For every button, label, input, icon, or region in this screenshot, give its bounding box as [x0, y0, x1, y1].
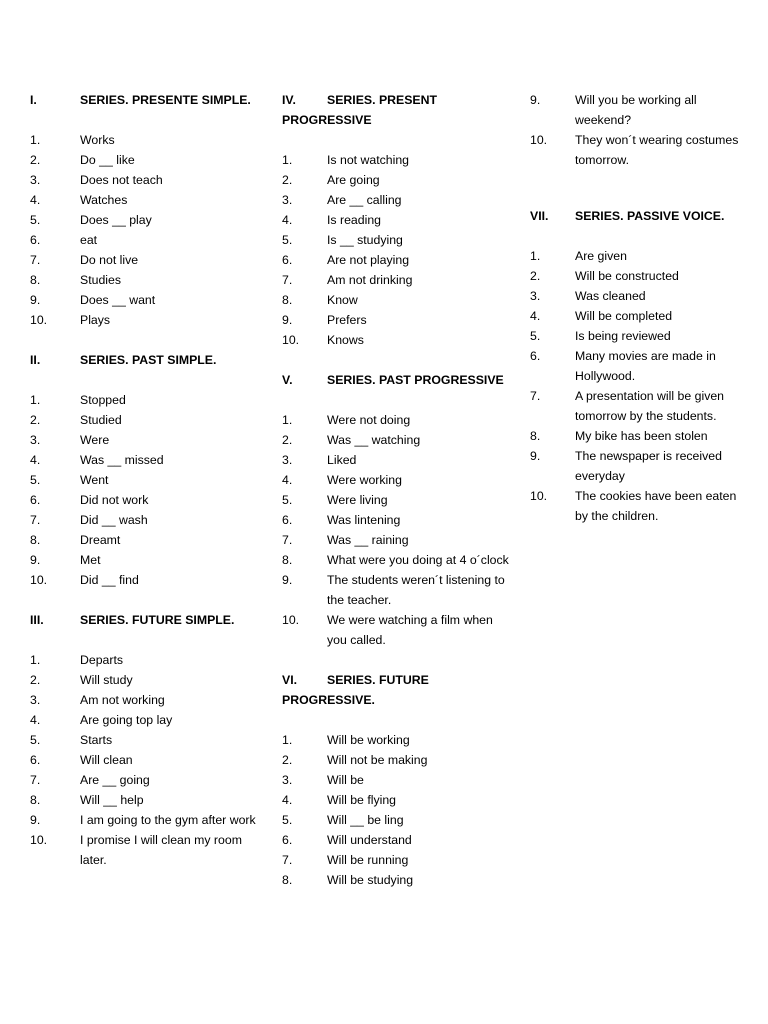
list-item: [30, 450, 265, 470]
list-item: [530, 326, 745, 346]
section-title: SERIES. PASSIVE VOICE.: [575, 209, 725, 223]
item-number: 9.: [282, 573, 293, 587]
item-number: 8.: [530, 429, 541, 443]
item-text: Were working: [327, 473, 402, 487]
item-text: Will __ help: [80, 793, 144, 807]
section-2: [30, 350, 265, 590]
section-number: III.: [30, 613, 44, 627]
list-item: [282, 610, 512, 650]
section-number: V.: [282, 373, 293, 387]
section-number: VII.: [530, 209, 549, 223]
item-text: Departs: [80, 653, 124, 667]
section-number: I.: [30, 93, 37, 107]
item-text: Went: [80, 473, 109, 487]
list-item: [282, 750, 512, 770]
list-item: [282, 430, 512, 450]
item-number: 2.: [530, 269, 541, 283]
column-2: [282, 90, 512, 910]
list-item: [30, 830, 265, 870]
section-heading: [30, 610, 265, 630]
item-text: Will be studying: [327, 873, 414, 887]
item-text: The students weren´t listening to the teacher.: [327, 573, 505, 607]
item-text: Did __ wash: [80, 513, 148, 527]
item-text: The cookies have been eaten by the children.: [575, 489, 737, 523]
item-text: I am going to the gym after work: [80, 813, 256, 827]
item-text: Am not working: [80, 693, 165, 707]
item-number: 2.: [282, 433, 293, 447]
item-number: 4.: [282, 793, 293, 807]
item-text: Are not playing: [327, 253, 410, 267]
item-number: 4.: [30, 453, 41, 467]
section-title: SERIES. FUTURE PROGRESSIVE.: [282, 673, 429, 707]
list-item: [282, 850, 512, 870]
item-text: Do __ like: [80, 153, 135, 167]
item-number: 3.: [530, 289, 541, 303]
list-item: [282, 330, 512, 350]
item-number: 1.: [30, 653, 41, 667]
list-item: [30, 170, 265, 190]
list-item: [30, 570, 265, 590]
item-text: Plays: [80, 313, 111, 327]
list-item: [30, 190, 265, 210]
list-item: [30, 270, 265, 290]
list-item: [282, 210, 512, 230]
item-text: Is __ studying: [327, 233, 403, 247]
item-number: 4.: [530, 309, 541, 323]
item-number: 9.: [530, 93, 541, 107]
item-text: Will be flying: [327, 793, 397, 807]
list-item: [530, 446, 745, 486]
item-number: 10.: [530, 133, 548, 147]
answer-list: [30, 650, 265, 870]
item-number: 10.: [30, 833, 48, 847]
item-text: Will understand: [327, 833, 412, 847]
list-item: [530, 130, 745, 170]
list-item: [530, 486, 745, 526]
section-7: [530, 206, 745, 526]
item-text: Studied: [80, 413, 122, 427]
list-item: [282, 310, 512, 330]
list-item: [30, 390, 265, 410]
item-text: A presentation will be given tomorrow by the students.: [575, 389, 725, 423]
item-number: 10.: [30, 313, 48, 327]
item-number: 8.: [282, 873, 293, 887]
item-number: 4.: [30, 713, 41, 727]
item-text: Are __ going: [80, 773, 150, 787]
item-number: 6.: [282, 253, 293, 267]
answer-list: [530, 246, 745, 526]
list-item: [530, 266, 745, 286]
list-item: [282, 830, 512, 850]
section-6-continued: [530, 90, 745, 170]
item-number: 10.: [530, 489, 548, 503]
item-text: Does not teach: [80, 173, 163, 187]
answer-list: [30, 390, 265, 590]
list-item: [30, 130, 265, 150]
item-text: Was __ raining: [327, 533, 409, 547]
item-text: Dreamt: [80, 533, 121, 547]
list-item: [530, 386, 745, 426]
item-number: 4.: [282, 213, 293, 227]
section-heading: [30, 350, 265, 370]
item-text: Will be completed: [575, 309, 673, 323]
item-number: 8.: [30, 273, 41, 287]
item-text: I promise I will clean my room later.: [80, 833, 242, 867]
item-number: 8.: [282, 293, 293, 307]
item-number: 5.: [30, 473, 41, 487]
section-number: IV.: [282, 93, 296, 107]
item-number: 8.: [282, 553, 293, 567]
list-item: [282, 290, 512, 310]
item-text: Studies: [80, 273, 122, 287]
item-text: Will be running: [327, 853, 409, 867]
list-item: [30, 690, 265, 710]
item-text: Watches: [80, 193, 128, 207]
item-text: Does __ want: [80, 293, 156, 307]
list-item: [30, 650, 265, 670]
item-text: Liked: [327, 453, 357, 467]
list-item: [282, 270, 512, 290]
item-text: We were watching a film when you called.: [327, 613, 493, 647]
section-heading: [530, 206, 745, 226]
list-item: [30, 550, 265, 570]
item-number: 1.: [282, 413, 293, 427]
item-text: Met: [80, 553, 101, 567]
list-item: [282, 770, 512, 790]
item-number: 7.: [530, 389, 541, 403]
item-number: 10.: [30, 573, 48, 587]
item-text: Am not drinking: [327, 273, 413, 287]
list-item: [282, 530, 512, 550]
list-item: [30, 670, 265, 690]
section-heading: [282, 370, 512, 390]
item-number: 9.: [30, 553, 41, 567]
item-text: Are going: [327, 173, 380, 187]
item-text: Does __ play: [80, 213, 152, 227]
item-number: 8.: [30, 533, 41, 547]
section-1: [30, 90, 265, 330]
item-number: 3.: [282, 453, 293, 467]
item-number: 7.: [282, 853, 293, 867]
item-number: 3.: [30, 433, 41, 447]
item-number: 7.: [30, 253, 41, 267]
item-text: Know: [327, 293, 358, 307]
item-number: 10.: [282, 333, 300, 347]
item-text: They won´t wearing costumes tomorrow.: [575, 133, 739, 167]
item-text: Will not be making: [327, 753, 428, 767]
item-number: 5.: [530, 329, 541, 343]
item-text: Works: [80, 133, 115, 147]
list-item: [530, 346, 745, 386]
list-item: [282, 810, 512, 830]
item-text: My bike has been stolen: [575, 429, 708, 443]
item-number: 1.: [30, 133, 41, 147]
item-number: 4.: [30, 193, 41, 207]
section-title: SERIES. PAST PROGRESSIVE: [327, 373, 504, 387]
item-text: Was cleaned: [575, 289, 646, 303]
list-item: [282, 870, 512, 890]
list-item: [282, 570, 512, 610]
list-item: [30, 810, 265, 830]
item-text: Stopped: [80, 393, 126, 407]
list-item: [30, 290, 265, 310]
item-number: 8.: [30, 793, 41, 807]
item-number: 5.: [282, 493, 293, 507]
item-text: Many movies are made in Hollywood.: [575, 349, 716, 383]
section-4: [282, 90, 512, 350]
section-title: SERIES. PRESENT PROGRESSIVE: [282, 93, 438, 127]
item-number: 7.: [282, 533, 293, 547]
list-item: [282, 730, 512, 750]
item-number: 9.: [282, 313, 293, 327]
item-number: 2.: [282, 173, 293, 187]
item-number: 9.: [30, 813, 41, 827]
list-item: [30, 150, 265, 170]
list-item: [30, 210, 265, 230]
item-number: 3.: [30, 173, 41, 187]
list-item: [30, 410, 265, 430]
list-item: [30, 230, 265, 250]
list-item: [282, 450, 512, 470]
list-item: [282, 490, 512, 510]
item-text: Was lintening: [327, 513, 401, 527]
answer-list: [282, 150, 512, 350]
item-text: Starts: [80, 733, 113, 747]
list-item: [30, 510, 265, 530]
list-item: [530, 426, 745, 446]
item-number: 5.: [282, 233, 293, 247]
list-item: [282, 510, 512, 530]
list-item: [530, 90, 745, 130]
list-item: [282, 550, 512, 570]
item-text: Prefers: [327, 313, 367, 327]
item-text: Will be working: [327, 733, 410, 747]
item-text: eat: [80, 233, 98, 247]
list-item: [282, 150, 512, 170]
item-number: 9.: [30, 293, 41, 307]
list-item: [530, 246, 745, 266]
section-number: II.: [30, 353, 41, 367]
item-text: Were living: [327, 493, 388, 507]
item-number: 2.: [282, 753, 293, 767]
item-number: 5.: [30, 213, 41, 227]
item-number: 1.: [282, 153, 293, 167]
list-item: [30, 770, 265, 790]
section-6: [282, 670, 512, 890]
list-item: [30, 310, 265, 330]
item-number: 1.: [30, 393, 41, 407]
item-text: Will __ be ling: [327, 813, 404, 827]
item-number: 7.: [282, 273, 293, 287]
item-number: 3.: [282, 773, 293, 787]
section-heading: [30, 90, 265, 110]
item-number: 7.: [30, 513, 41, 527]
item-number: 6.: [282, 833, 293, 847]
item-number: 6.: [30, 233, 41, 247]
item-text: Will you be working all weekend?: [575, 93, 697, 127]
item-number: 2.: [30, 673, 41, 687]
item-number: 1.: [282, 733, 293, 747]
list-item: [282, 190, 512, 210]
item-text: Was __ watching: [327, 433, 421, 447]
item-number: 9.: [530, 449, 541, 463]
item-number: 6.: [530, 349, 541, 363]
list-item: [30, 430, 265, 450]
section-title: SERIES. PRESENTE SIMPLE.: [80, 93, 251, 107]
item-number: 7.: [30, 773, 41, 787]
item-text: Will study: [80, 673, 133, 687]
list-item: [30, 730, 265, 750]
item-number: 1.: [530, 249, 541, 263]
list-item: [30, 790, 265, 810]
list-item: [282, 230, 512, 250]
list-item: [282, 470, 512, 490]
list-item: [30, 750, 265, 770]
item-text: Do not live: [80, 253, 139, 267]
item-number: 5.: [282, 813, 293, 827]
item-text: Did not work: [80, 493, 149, 507]
list-item: [30, 470, 265, 490]
section-5: [282, 370, 512, 650]
item-number: 2.: [30, 153, 41, 167]
item-text: Knows: [327, 333, 364, 347]
list-item: [282, 250, 512, 270]
answer-list: [282, 410, 512, 650]
list-item: [530, 306, 745, 326]
item-text: What were you doing at 4 o´clock: [327, 553, 509, 567]
section-heading: [282, 90, 512, 130]
list-item: [282, 410, 512, 430]
answer-list: [30, 130, 265, 330]
list-item: [30, 530, 265, 550]
item-text: Was __ missed: [80, 453, 164, 467]
item-text: Were: [80, 433, 110, 447]
list-item: [530, 286, 745, 306]
section-title: SERIES. PAST SIMPLE.: [80, 353, 217, 367]
item-number: 6.: [30, 493, 41, 507]
item-number: 2.: [30, 413, 41, 427]
item-text: Will be: [327, 773, 364, 787]
answer-list: [530, 90, 745, 170]
item-number: 6.: [30, 753, 41, 767]
column-3: [530, 90, 745, 546]
list-item: [282, 790, 512, 810]
item-text: Were not doing: [327, 413, 411, 427]
section-number: VI.: [282, 673, 298, 687]
section-title: SERIES. FUTURE SIMPLE.: [80, 613, 235, 627]
list-item: [282, 170, 512, 190]
item-number: 3.: [30, 693, 41, 707]
item-number: 5.: [30, 733, 41, 747]
item-text: Is not watching: [327, 153, 410, 167]
item-text: Are __ calling: [327, 193, 402, 207]
section-heading: [282, 670, 512, 710]
item-text: Are given: [575, 249, 627, 263]
column-1: [30, 90, 265, 890]
item-text: Is reading: [327, 213, 382, 227]
item-text: Will be constructed: [575, 269, 679, 283]
list-item: [30, 710, 265, 730]
item-number: 3.: [282, 193, 293, 207]
item-text: Are going top lay: [80, 713, 173, 727]
item-text: Will clean: [80, 753, 133, 767]
item-number: 6.: [282, 513, 293, 527]
list-item: [30, 250, 265, 270]
item-text: Did __ find: [80, 573, 139, 587]
item-text: Is being reviewed: [575, 329, 671, 343]
item-text: The newspaper is received everyday: [575, 449, 722, 483]
item-number: 4.: [282, 473, 293, 487]
list-item: [30, 490, 265, 510]
item-number: 10.: [282, 613, 300, 627]
section-3: [30, 610, 265, 870]
answer-list: [282, 730, 512, 890]
